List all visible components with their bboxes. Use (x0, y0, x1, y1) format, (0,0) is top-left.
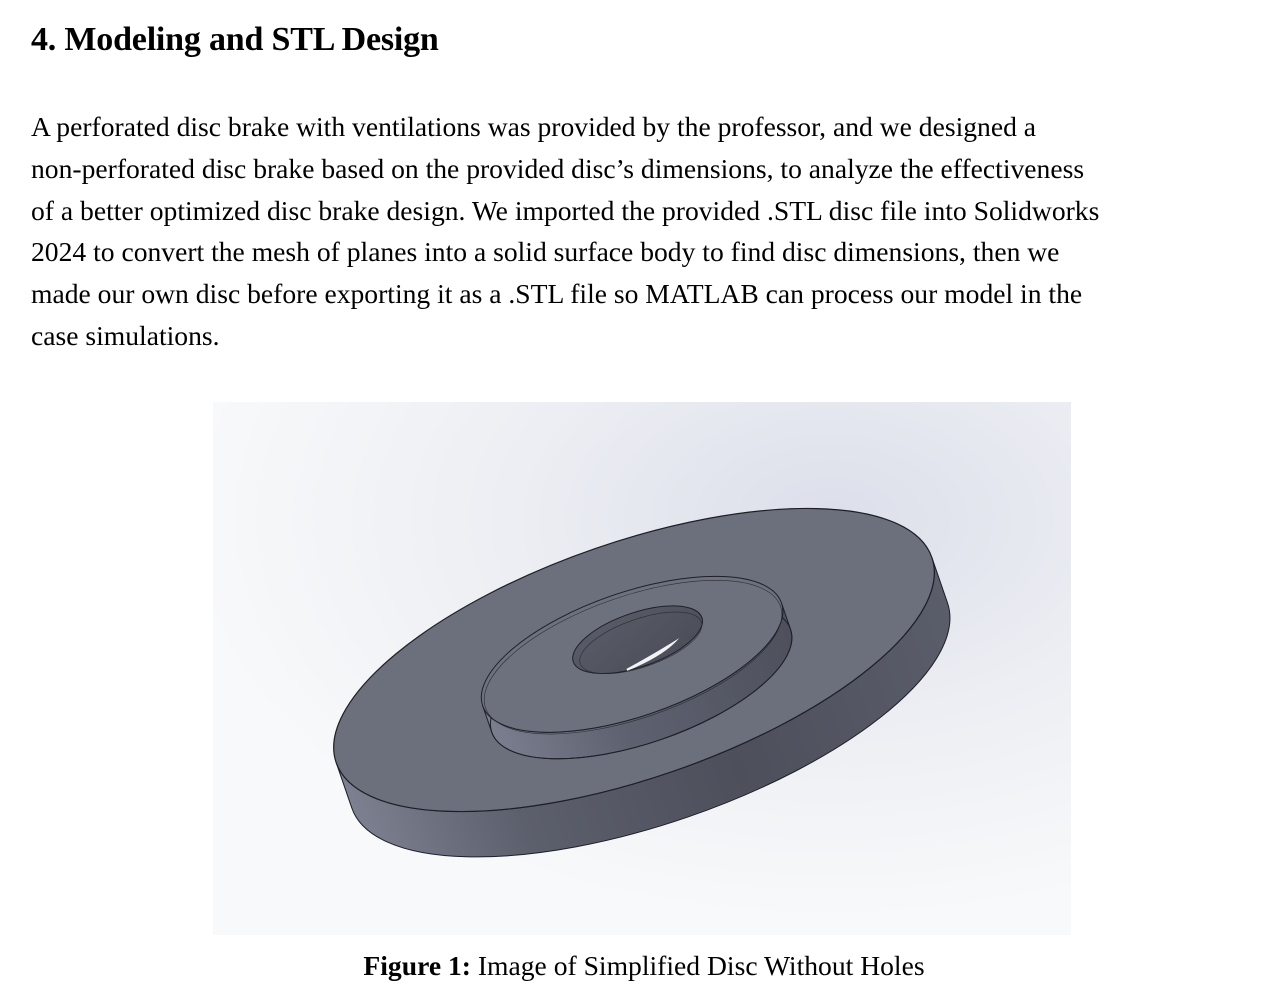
body-paragraph (31, 106, 1271, 357)
figure-caption-text: Image of Simplified Disc Without Holes (470, 950, 925, 981)
figure-caption-label: Figure 1: (363, 950, 471, 981)
section-heading: 4. Modeling and STL Design (31, 21, 439, 58)
paragraph-line: case simulations. (31, 319, 220, 351)
disc-brake-image (213, 402, 1071, 935)
paragraph-line: made our own disc before exporting it as a .STL file so MATLAB can process our model in the (31, 278, 1083, 310)
paragraph-line: non-perforated disc brake based on the provided disc’s dimensions, to analyze the effectiveness (31, 152, 1085, 184)
paragraph-line: 2024 to convert the mesh of planes into a solid surface body to find disc dimensions, then we (31, 236, 1060, 268)
disc-render-figure (213, 402, 1071, 935)
figure-caption (0, 946, 1288, 986)
paragraph-line: of a better optimized disc brake design. We imported the provided .STL disc file into Solidworks (31, 194, 1100, 226)
paragraph-line: A perforated disc brake with ventilations was provided by the professor, and we designed a (31, 111, 1037, 142)
